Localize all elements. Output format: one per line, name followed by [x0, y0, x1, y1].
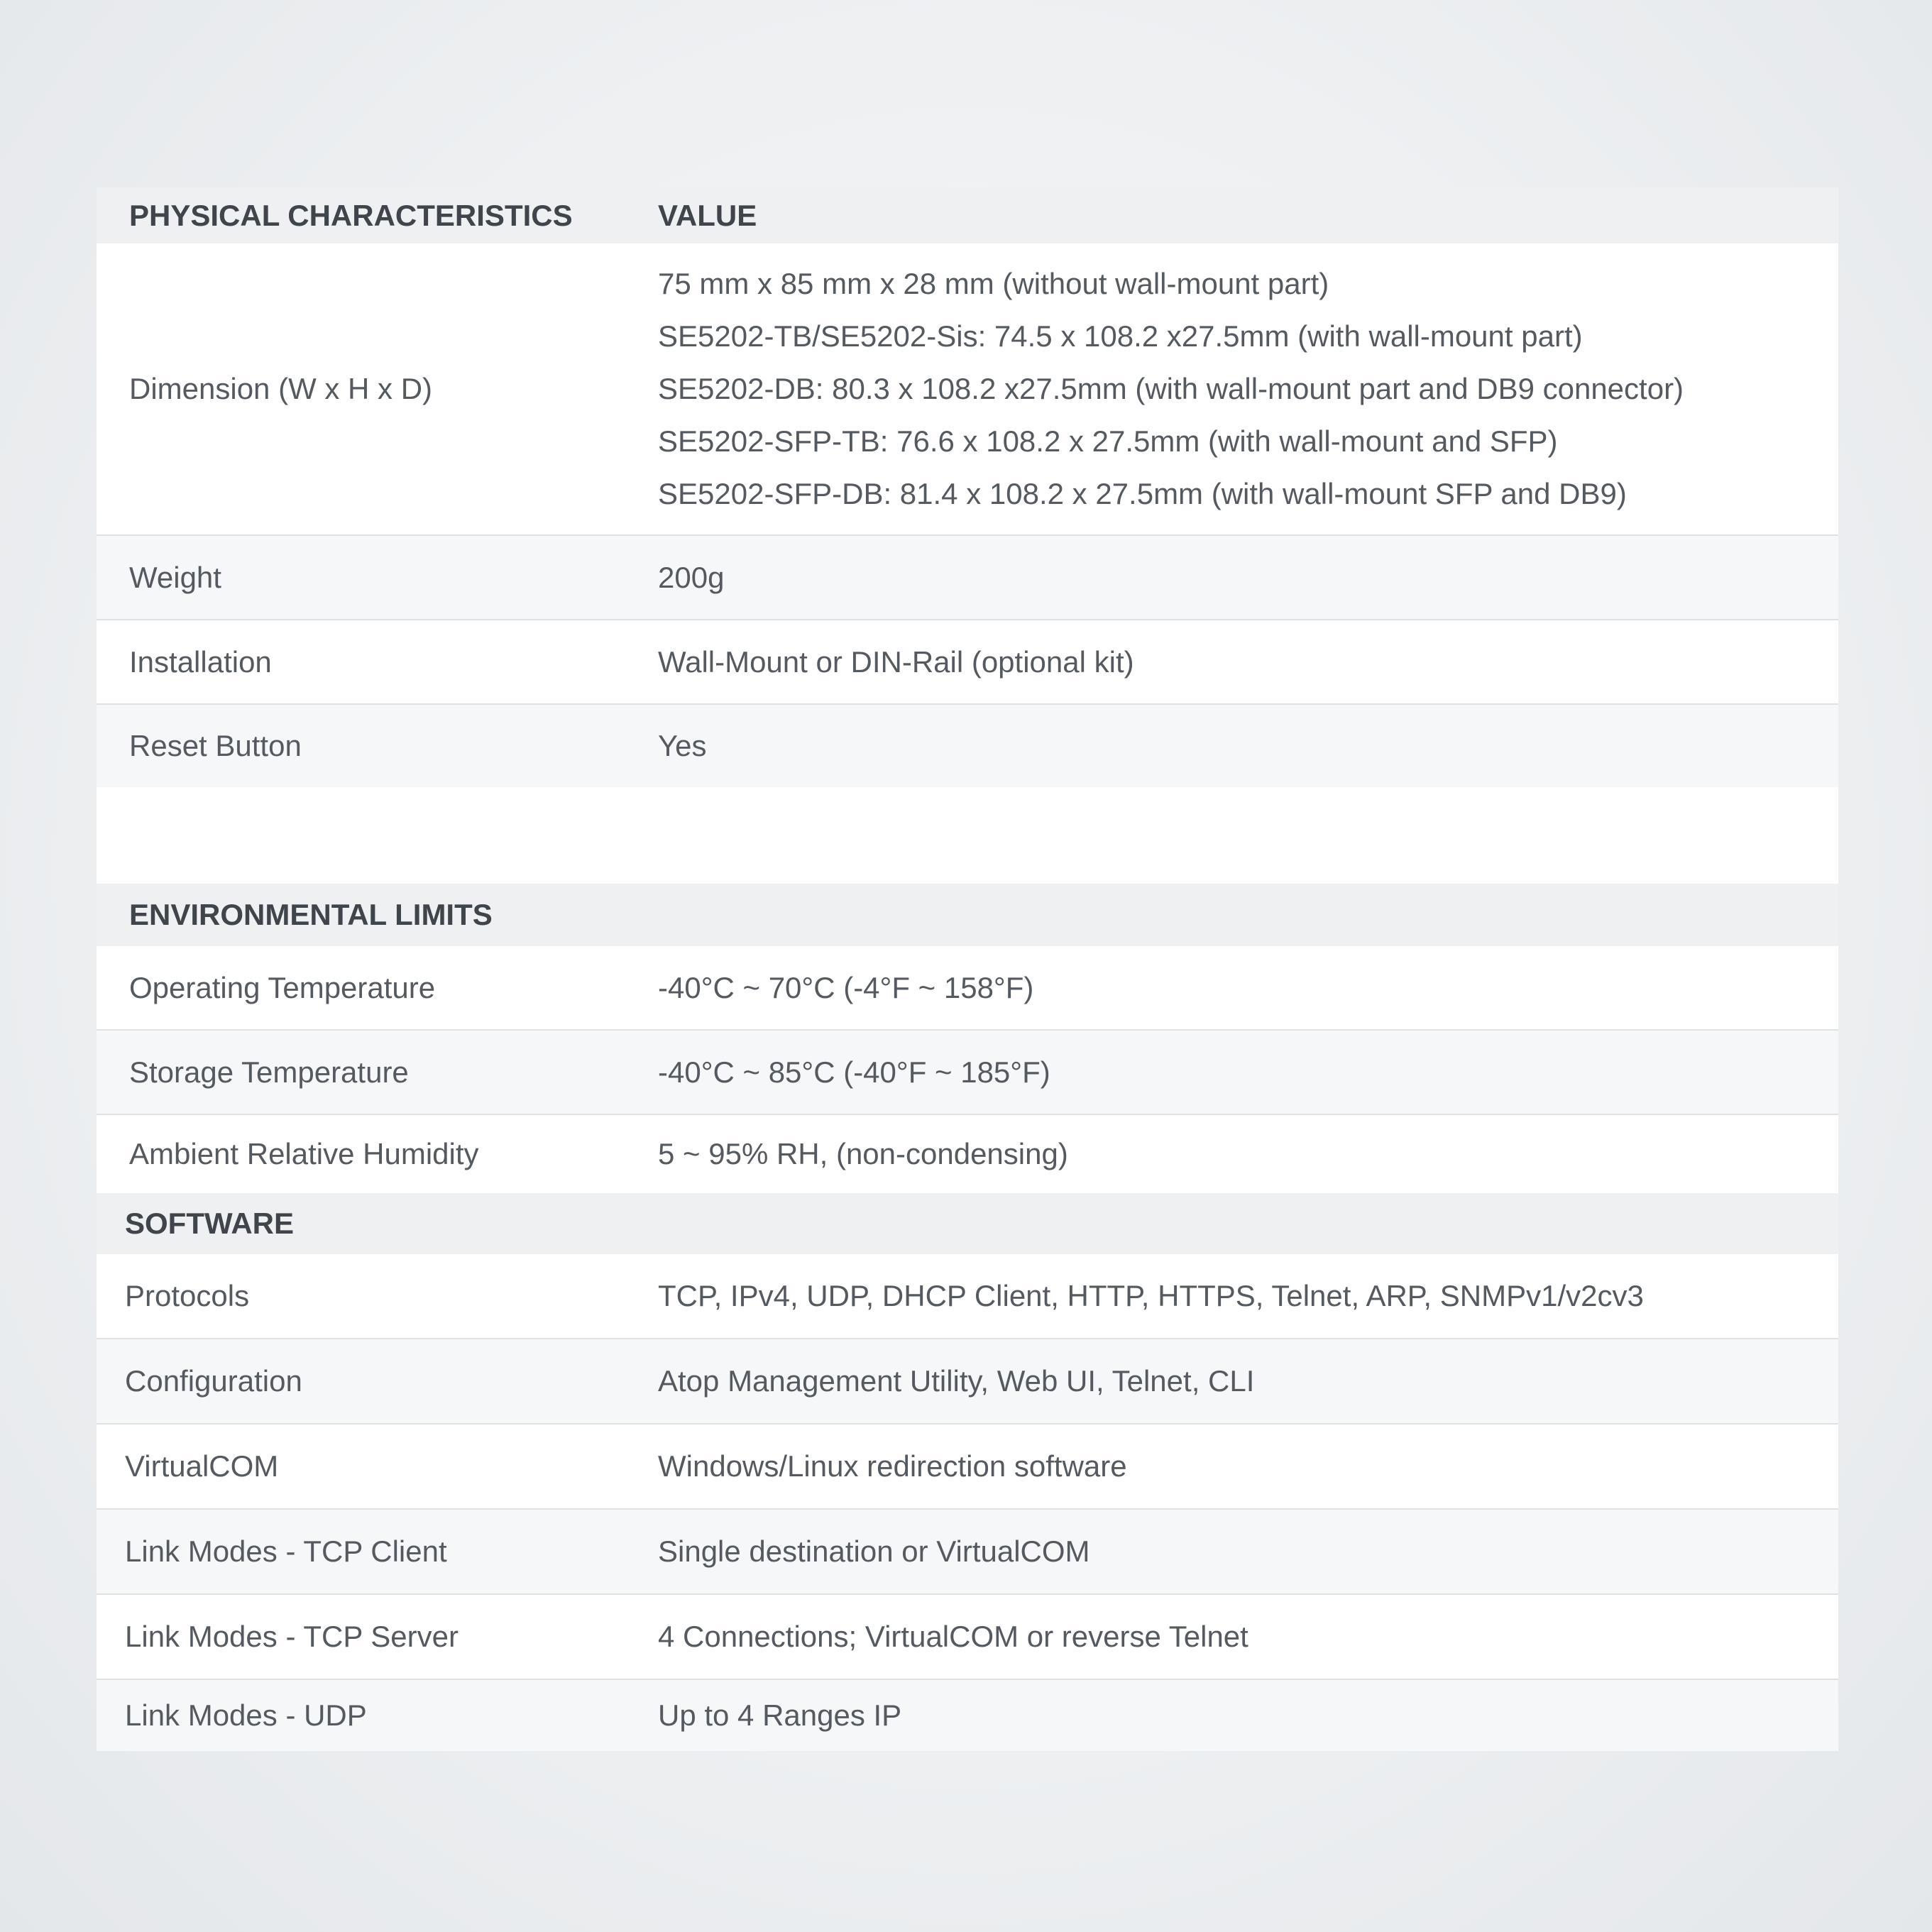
- section-spacer: [97, 787, 1838, 884]
- software-header-label: SOFTWARE: [125, 1207, 294, 1240]
- spec-label: Ambient Relative Humidity: [129, 1137, 479, 1170]
- spec-row-operating-temperature: [97, 946, 1838, 1031]
- spec-sheet: [97, 187, 1838, 1751]
- spec-label: Link Modes - TCP Server: [125, 1620, 459, 1653]
- dimension-line: SE5202-TB/SE5202-Sis: 74.5 x 108.2 x27.5mm (with wall-mount part): [658, 319, 1583, 353]
- physical-header-label: PHYSICAL CHARACTERISTICS: [129, 198, 573, 232]
- spec-label: Installation: [129, 644, 272, 679]
- spec-row-installation: [97, 620, 1838, 705]
- spec-value: 200g: [658, 560, 725, 594]
- spec-row-protocols: [97, 1254, 1838, 1339]
- environmental-header-label: ENVIRONMENTAL LIMITS: [129, 898, 493, 931]
- spec-value: Wall-Mount or DIN-Rail (optional kit): [658, 644, 1134, 679]
- dimension-line: SE5202-SFP-DB: 81.4 x 108.2 x 27.5mm (with wall-mount SFP and DB9): [658, 477, 1627, 510]
- spec-value: Windows/Linux redirection software: [658, 1449, 1127, 1483]
- spec-value: TCP, IPv4, UDP, DHCP Client, HTTP, HTTPS, Telnet, ARP, SNMPv1/v2cv3: [658, 1279, 1644, 1312]
- spec-value: Single destination or VirtualCOM: [658, 1535, 1090, 1568]
- spec-label: Link Modes - UDP: [125, 1698, 367, 1732]
- spec-row-tcp-client: [97, 1510, 1838, 1595]
- spec-value: [658, 258, 1838, 520]
- spec-value: Atop Management Utility, Web UI, Telnet, CLI: [658, 1364, 1255, 1398]
- spec-label: Configuration: [125, 1364, 302, 1398]
- spec-row-udp: [97, 1680, 1838, 1751]
- spec-row-virtualcom: [97, 1425, 1838, 1510]
- spec-row-weight: [97, 536, 1838, 620]
- spec-label: Link Modes - TCP Client: [125, 1535, 447, 1568]
- spec-value: Up to 4 Ranges IP: [658, 1698, 902, 1732]
- software-section-header: [97, 1193, 1838, 1254]
- value-header-label: VALUE: [658, 198, 757, 232]
- physical-section-header: [97, 187, 1838, 243]
- spec-row-humidity: [97, 1115, 1838, 1193]
- spec-value: -40°C ~ 85°C (-40°F ~ 185°F): [658, 1055, 1050, 1089]
- spec-label: VirtualCOM: [125, 1449, 279, 1483]
- spec-label: Reset Button: [129, 729, 302, 762]
- spec-value: 5 ~ 95% RH, (non-condensing): [658, 1137, 1068, 1170]
- spec-value: -40°C ~ 70°C (-4°F ~ 158°F): [658, 970, 1034, 1004]
- spec-label: Storage Temperature: [129, 1055, 409, 1089]
- spec-row-storage-temperature: [97, 1031, 1838, 1115]
- spec-label: Protocols: [125, 1279, 250, 1312]
- spec-value: 4 Connections; VirtualCOM or reverse Telnet: [658, 1620, 1248, 1653]
- spec-row-reset-button: [97, 705, 1838, 787]
- spec-value: Yes: [658, 729, 707, 762]
- spec-label: Operating Temperature: [129, 970, 436, 1004]
- spec-row-dimension: [97, 243, 1838, 536]
- dimension-line: SE5202-SFP-TB: 76.6 x 108.2 x 27.5mm (with wall-mount and SFP): [658, 424, 1558, 458]
- environmental-section-header: [97, 884, 1838, 946]
- dimension-line: 75 mm x 85 mm x 28 mm (without wall-mount part): [658, 267, 1329, 300]
- spec-label: Dimension (W x H x D): [129, 372, 433, 405]
- spec-row-tcp-server: [97, 1595, 1838, 1680]
- dimension-line: SE5202-DB: 80.3 x 108.2 x27.5mm (with wall-mount part and DB9 connector): [658, 372, 1684, 405]
- spec-row-configuration: [97, 1339, 1838, 1425]
- spec-label: Weight: [129, 560, 221, 594]
